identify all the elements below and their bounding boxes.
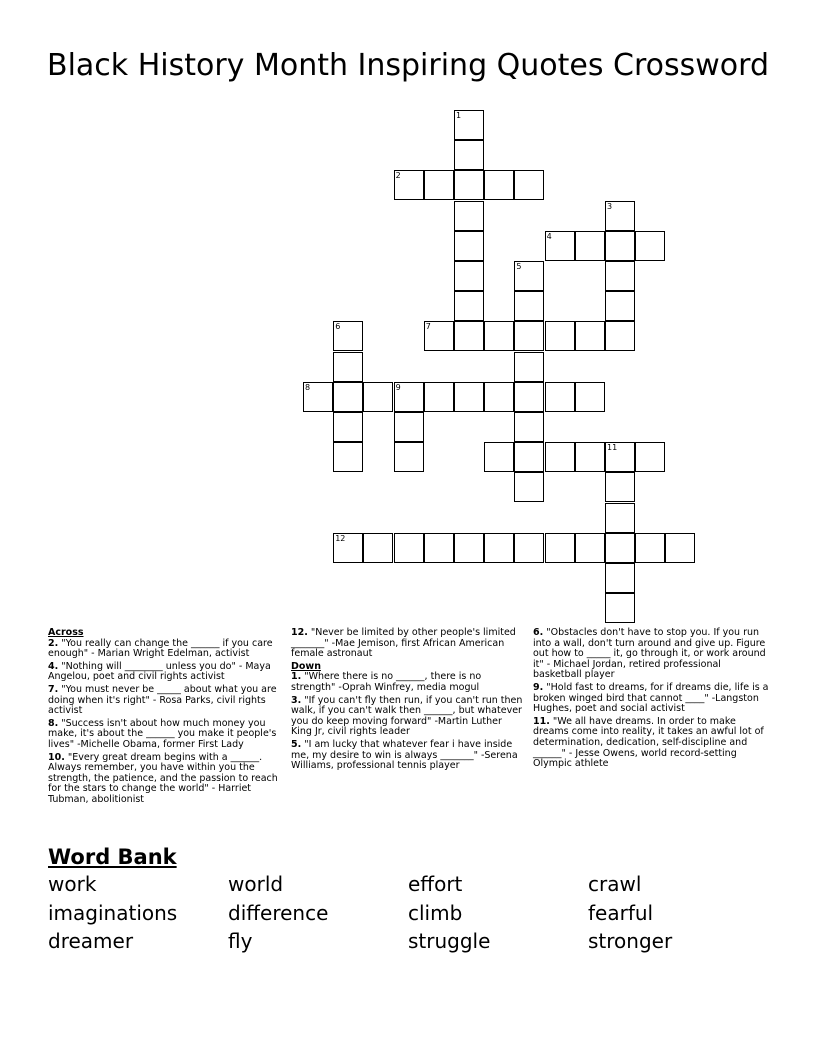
crossword-cell[interactable]	[514, 291, 544, 321]
crossword-cell[interactable]	[635, 231, 665, 261]
crossword-cell[interactable]	[514, 321, 544, 351]
clue-down-5: 5. "I am lucky that whatever fear i have inside me, my desire to win is always _______" -Serena Williams, professional tennis player	[291, 738, 518, 772]
crossword-cell[interactable]	[454, 140, 484, 170]
word-bank-item: stronger	[588, 929, 673, 953]
crossword-cell[interactable]	[333, 321, 363, 351]
crossword-cell[interactable]	[484, 321, 514, 351]
word-bank-item: imaginations	[48, 900, 178, 925]
crossword-cell[interactable]	[605, 442, 635, 472]
crossword-cell[interactable]	[394, 382, 424, 412]
crossword-cell[interactable]	[454, 170, 484, 200]
crossword-cell[interactable]	[635, 533, 665, 563]
crossword-cell[interactable]	[333, 382, 363, 412]
crossword-cell[interactable]	[605, 291, 635, 321]
word-bank	[48, 872, 768, 958]
across-heading: Across	[48, 627, 84, 638]
crossword-cell[interactable]	[484, 382, 514, 412]
crossword-cell[interactable]	[545, 321, 575, 351]
clue-column-2	[291, 628, 525, 774]
clue-down-6: 6. "Obstacles don't have to stop you. If you run into a wall, don't turn around and give up. Figure out how to _____ it, go through it, or work around it" - Michael Jordan, retired professional basketball player	[533, 627, 766, 681]
word-bank-item: dreamer	[48, 929, 134, 953]
clue-number: 2	[395, 171, 401, 181]
crossword-cell[interactable]	[394, 412, 424, 442]
crossword-cell[interactable]	[454, 231, 484, 261]
word-bank-item: fearful	[588, 900, 654, 925]
word-bank-title: Word Bank	[48, 845, 177, 869]
crossword-cell[interactable]	[333, 533, 363, 563]
clue-number: 4	[546, 231, 552, 241]
clue-number: 12	[335, 533, 346, 543]
crossword-cell[interactable]	[454, 201, 484, 231]
clue-down-9: 9. "Hold fast to dreams, for if dreams die, life is a broken winged bird that cannot ____" -Langston Hughes, poet and social activist	[533, 681, 769, 715]
crossword-cell[interactable]	[665, 533, 695, 563]
clue-down-3: 3. "If you can't fly then run, if you can't run then walk, if you can't walk then ______, but whatever you do keep moving forward" -Martin Luther King Jr, civil rights leader	[291, 694, 523, 738]
crossword-cell[interactable]	[605, 321, 635, 351]
crossword-cell[interactable]	[484, 533, 514, 563]
crossword-cell[interactable]	[484, 442, 514, 472]
page-title: Black History Month Inspiring Quotes Crossword	[46, 48, 769, 83]
crossword-cell[interactable]	[605, 533, 635, 563]
crossword-cell[interactable]	[545, 382, 575, 412]
crossword-cell[interactable]	[514, 170, 544, 200]
crossword-cell[interactable]	[605, 261, 635, 291]
crossword-cell[interactable]	[514, 261, 544, 291]
word-bank-item: difference	[228, 900, 329, 925]
clue-across-4: 4. "Nothing will ________ unless you do" - Maya Angelou, poet and civil rights activist	[48, 660, 271, 683]
crossword-cell[interactable]	[454, 382, 484, 412]
crossword-cell[interactable]	[514, 533, 544, 563]
clue-across-7: 7. "You must never be _____ about what you are doing when it's right" - Rosa Parks, civil rights activist	[48, 683, 277, 717]
crossword-cell[interactable]	[575, 231, 605, 261]
word-bank-item: fly	[228, 929, 253, 953]
crossword-cell[interactable]	[454, 291, 484, 321]
crossword-cell[interactable]	[333, 352, 363, 382]
clue-across-12: 12. "Never be limited by other people's limited _______" -Mae Jemison, first African American female astronaut	[291, 627, 516, 660]
clue-column-1	[48, 628, 282, 808]
clue-number: 8	[305, 382, 311, 392]
crossword-cell[interactable]	[454, 533, 484, 563]
clue-number: 9	[395, 382, 401, 392]
down-heading: Down	[291, 660, 321, 672]
crossword-cell[interactable]	[454, 261, 484, 291]
crossword-cell[interactable]	[454, 110, 484, 140]
crossword-cell[interactable]	[605, 563, 635, 593]
crossword-cell[interactable]	[394, 533, 424, 563]
word-bank-item: climb	[408, 900, 463, 925]
clue-down-11: 11. "We all have dreams. In order to make dreams come into reality, it takes an awful lot of determination, dedication, self-discipline and ______" - Jesse Owens, world record-setting Olympic athlete	[533, 715, 764, 770]
clue-number: 3	[607, 201, 613, 211]
clue-number: 11	[607, 443, 618, 453]
clue-across-10: 10. "Every great dream begins with a ______. Always remember, you have within you the strength, the patience, and the passion to reach for the stars to change the world" - Harriet Tubman, abolitionist	[48, 751, 278, 805]
crossword-cell[interactable]	[424, 321, 454, 351]
word-bank-item: effort	[408, 872, 463, 896]
clue-across-8: 8. "Success isn't about how much money you make, it's about the ______ you make it people's lives" -Michelle Obama, former First Lady	[48, 717, 277, 750]
word-bank-item: world	[228, 872, 284, 896]
crossword-cell[interactable]	[605, 593, 635, 623]
crossword-cell[interactable]	[514, 382, 544, 412]
clue-number: 7	[425, 322, 431, 332]
crossword-cell[interactable]	[424, 382, 454, 412]
crossword-cell[interactable]	[424, 170, 454, 200]
crossword-cell[interactable]	[363, 533, 393, 563]
crossword-cell[interactable]	[605, 231, 635, 261]
clue-number: 6	[335, 322, 341, 332]
crossword-cell[interactable]	[454, 321, 484, 351]
clue-number: 1	[456, 111, 462, 120]
clue-column-3	[533, 628, 769, 772]
crossword-cell[interactable]	[333, 412, 363, 442]
crossword-cell[interactable]	[394, 170, 424, 200]
crossword-cell[interactable]	[514, 412, 544, 442]
crossword-cell[interactable]	[333, 442, 363, 472]
crossword-cell[interactable]	[545, 442, 575, 472]
crossword-cell[interactable]	[575, 533, 605, 563]
clue-across-2: 2. "You really can change the ______ if you care enough" - Marian Wright Edelman, activist	[48, 637, 273, 660]
crossword-cell[interactable]	[605, 201, 635, 231]
crossword-cell[interactable]	[605, 503, 635, 533]
crossword-cell[interactable]	[484, 170, 514, 200]
clue-down-1: 1. "Where there is no ______, there is no strength" -Oprah Winfrey, media mogul	[291, 671, 482, 693]
crossword-cell[interactable]	[575, 321, 605, 351]
crossword-cell[interactable]	[575, 382, 605, 412]
crossword-cell[interactable]	[424, 533, 454, 563]
crossword-cell[interactable]	[514, 352, 544, 382]
crossword-cell[interactable]	[514, 442, 544, 472]
crossword-cell[interactable]	[545, 533, 575, 563]
crossword-cell[interactable]	[394, 442, 424, 472]
crossword-cell[interactable]	[363, 382, 393, 412]
crossword-cell[interactable]	[545, 231, 575, 261]
crossword-cell[interactable]	[514, 472, 544, 502]
crossword-cell[interactable]	[605, 472, 635, 502]
crossword-cell[interactable]	[635, 442, 665, 472]
word-bank-item: struggle	[408, 929, 491, 953]
clue-number: 5	[516, 262, 522, 271]
word-bank-item: work	[48, 872, 97, 896]
word-bank-item: crawl	[588, 872, 642, 896]
crossword-cell[interactable]	[303, 382, 333, 412]
crossword-cell[interactable]	[575, 442, 605, 472]
